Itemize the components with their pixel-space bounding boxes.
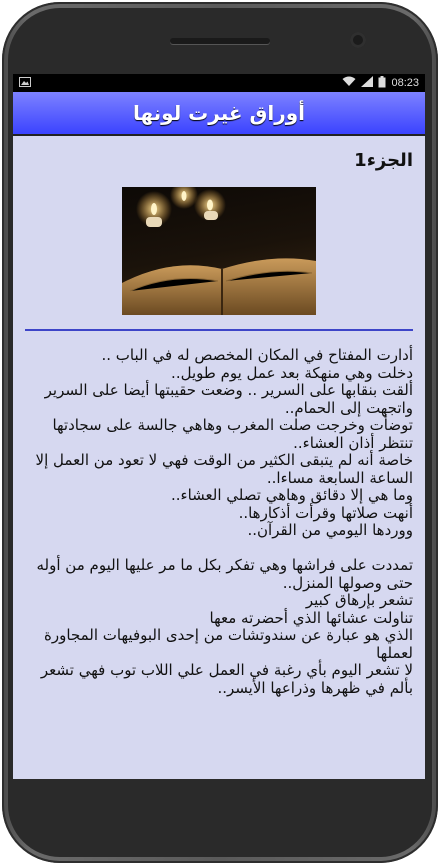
app-title: أوراق غيرت لونها (132, 101, 306, 125)
bottom-bezel (13, 779, 425, 849)
screen (13, 74, 425, 779)
cover-illustration (122, 187, 316, 315)
earpiece-speaker (170, 38, 270, 44)
image-icon (19, 77, 31, 90)
status-bar (13, 74, 425, 92)
front-camera (350, 32, 366, 48)
battery-icon (378, 76, 386, 91)
status-time: 08:23 (391, 77, 419, 89)
content-area[interactable] (13, 136, 425, 697)
part-title: الجزء1 (354, 150, 413, 171)
divider (25, 329, 413, 331)
cover-image (122, 187, 316, 315)
story-text: أدارت المفتاح في المكان المخصص له في الباب .. دخلت وهي منهكة بعد عمل يوم طويل.. ألقت بنقابها على السرير .. وضعت حقيبتها أيضا على السرير واتجهت إلى الحمام.. توضأت وخرجت صلت المغرب وهاهي جالسة على سجادتها تنتظر أذان العشاء.. خاصة أنه لم يتبقى الكثير من الوقت فهي لا تعود من العمل إلا الساعة السابعة مساءا.. وما هي إلا دقائق وهاهي تصلي العشاء.. أنهت صلاتها وقرأت أذكارها.. ووردها اليومي من القرآن.. تمددت على فراشها وهي تفكر بكل ما مر عليها اليوم من أوله حتى وصولها المنزل.. تشعر بإرهاق كبير تناولت عشائها الذي أحضرته معها الذي هو عبارة عن سندوتشات من إحدى البوفيهات المجاورة لعملها لا تشعر اليوم بأي رغبة في العمل علي اللاب توب فهي تشعر بألم في ظهرها وذراعها الأيسر.. (35, 346, 413, 697)
app-bar (13, 92, 425, 136)
wifi-icon (342, 76, 356, 90)
signal-icon (361, 76, 373, 90)
